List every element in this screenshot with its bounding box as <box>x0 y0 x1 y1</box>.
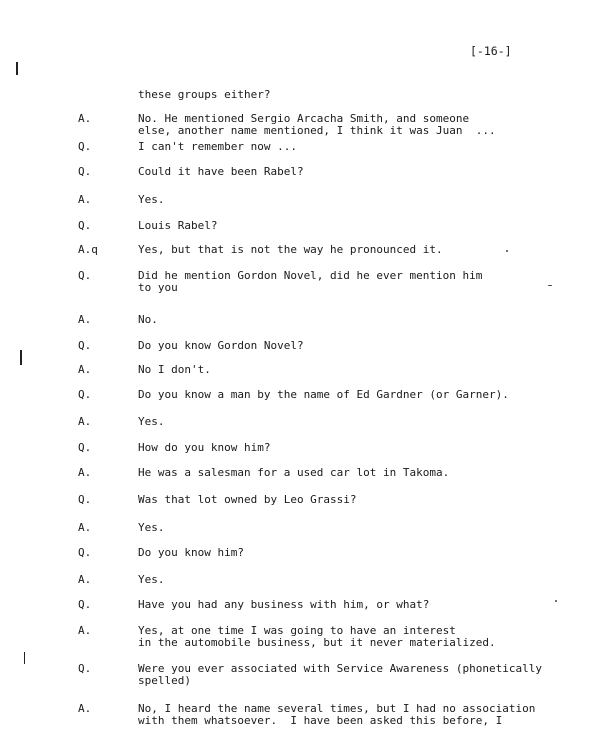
line-text: Did he mention Gordon Novel, did he ever mention him to you <box>138 269 483 294</box>
speaker-label: A. <box>78 313 92 326</box>
speaker-label: Q. <box>78 493 92 506</box>
line-text: Do you know Gordon Novel? <box>138 339 304 352</box>
line-text: Yes. <box>138 415 165 428</box>
stray-dot <box>506 250 508 252</box>
line-text: Louis Rabel? <box>138 219 218 232</box>
line-text: How do you know him? <box>138 441 271 454</box>
line-text: No. He mentioned Sergio Arcacha Smith, and someone else, another name mentioned, I think it was Juan ... <box>138 112 496 137</box>
speaker-label: Q. <box>78 598 92 611</box>
line-text: No I don't. <box>138 363 211 376</box>
margin-mark <box>16 62 18 75</box>
speaker-label: Q. <box>78 441 92 454</box>
speaker-label: A. <box>78 415 92 428</box>
speaker-label: Q. <box>78 269 92 282</box>
page-number: [-16-] <box>470 44 512 58</box>
speaker-label: Q. <box>78 388 92 401</box>
line-text: Could it have been Rabel? <box>138 165 304 178</box>
speaker-label: A. <box>78 363 92 376</box>
line-text: He was a salesman for a used car lot in Takoma. <box>138 466 450 479</box>
line-text: No, I heard the name several times, but I had no association with them whatsoever. I have been asked this before, I <box>138 702 536 727</box>
line-text: these groups either? <box>138 88 271 101</box>
speaker-label: A. <box>78 466 92 479</box>
line-text: No. <box>138 313 158 326</box>
speaker-label: Q. <box>78 165 92 178</box>
line-text: Have you had any business with him, or what? <box>138 598 430 611</box>
line-text: Yes, at one time I was going to have an interest in the automobile business, but it never materialized. <box>138 624 496 649</box>
stray-dot <box>548 285 552 286</box>
line-text: Do you know a man by the name of Ed Gardner (or Garner). <box>138 388 509 401</box>
speaker-label: Q. <box>78 546 92 559</box>
speaker-label: A.q <box>78 243 98 256</box>
speaker-label: A. <box>78 521 92 534</box>
speaker-label: A. <box>78 112 92 125</box>
line-text: Yes, but that is not the way he pronounced it. <box>138 243 443 256</box>
speaker-label: Q. <box>78 662 92 675</box>
speaker-label: Q. <box>78 219 92 232</box>
line-text: Were you ever associated with Service Awareness (phonetically spelled) <box>138 662 542 687</box>
margin-mark <box>20 350 22 365</box>
line-text: Do you know him? <box>138 546 244 559</box>
speaker-label: Q. <box>78 140 92 153</box>
speaker-label: A. <box>78 193 92 206</box>
line-text: Was that lot owned by Leo Grassi? <box>138 493 357 506</box>
stray-dot <box>555 600 557 602</box>
line-text: I can't remember now ... <box>138 140 297 153</box>
speaker-label: Q. <box>78 339 92 352</box>
speaker-label: A. <box>78 702 92 715</box>
line-text: Yes. <box>138 573 165 586</box>
line-text: Yes. <box>138 521 165 534</box>
line-text: Yes. <box>138 193 165 206</box>
speaker-label: A. <box>78 624 92 637</box>
margin-mark <box>24 652 25 664</box>
speaker-label: A. <box>78 573 92 586</box>
